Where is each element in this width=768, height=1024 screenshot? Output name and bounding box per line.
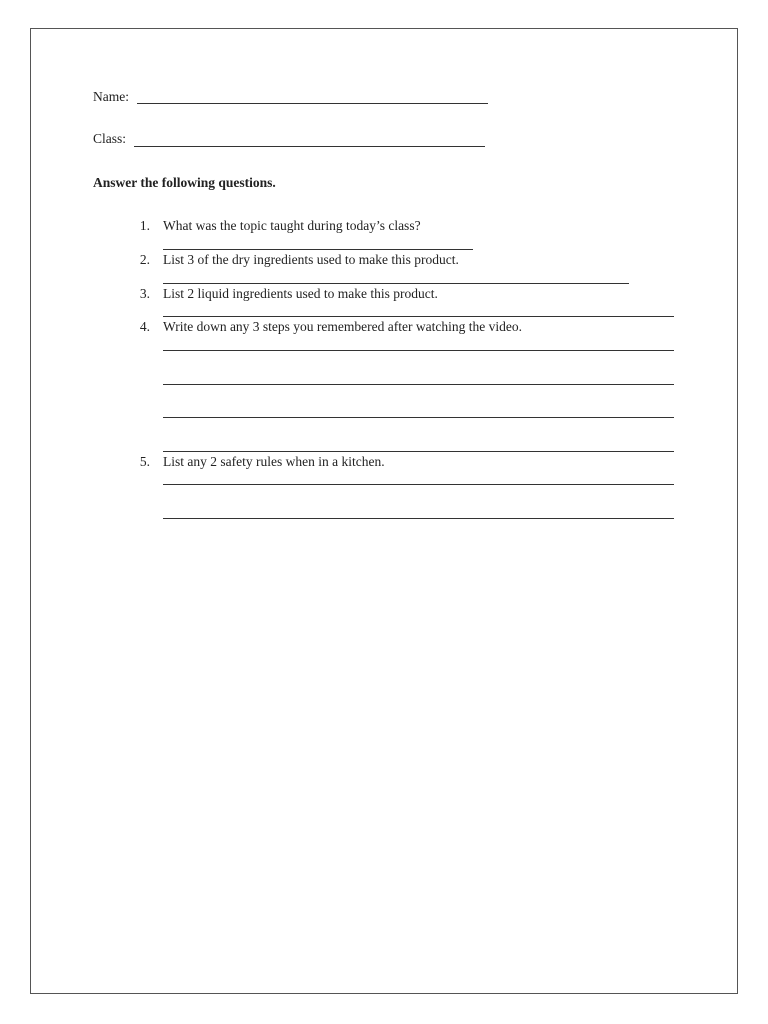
- question-5-answer-line-1[interactable]: [163, 484, 674, 485]
- question-2-number: 2.: [139, 252, 150, 267]
- question-3-answer-line[interactable]: [163, 316, 674, 317]
- question-4-number: 4.: [139, 319, 150, 334]
- question-4-answer-line-3[interactable]: [163, 417, 674, 418]
- question-2-answer-line[interactable]: [163, 283, 629, 284]
- question-1-text: What was the topic taught during today’s class?: [163, 218, 421, 233]
- question-4-answer-line-1[interactable]: [163, 350, 674, 351]
- question-5-number: 5.: [139, 454, 150, 469]
- name-label: Name:: [93, 89, 129, 104]
- class-label: Class:: [93, 131, 127, 146]
- question-3-number: 3.: [139, 286, 150, 301]
- question-1-answer-line[interactable]: [163, 249, 473, 250]
- question-1-number: 1.: [139, 218, 150, 233]
- question-4-answer-line-2[interactable]: [163, 384, 674, 385]
- question-3-text: List 2 liquid ingredients used to make this product.: [163, 286, 438, 301]
- class-answer-line[interactable]: [134, 146, 485, 147]
- question-5-text: List any 2 safety rules when in a kitchen.: [163, 454, 385, 469]
- page-border: [30, 28, 738, 994]
- question-4-answer-line-4[interactable]: [163, 451, 674, 452]
- question-5-answer-line-2[interactable]: [163, 518, 674, 519]
- question-2-text: List 3 of the dry ingredients used to make this product.: [163, 252, 459, 267]
- instructions-heading: Answer the following questions.: [93, 175, 276, 190]
- name-answer-line[interactable]: [137, 103, 488, 104]
- question-4-text: Write down any 3 steps you remembered after watching the video.: [163, 319, 522, 334]
